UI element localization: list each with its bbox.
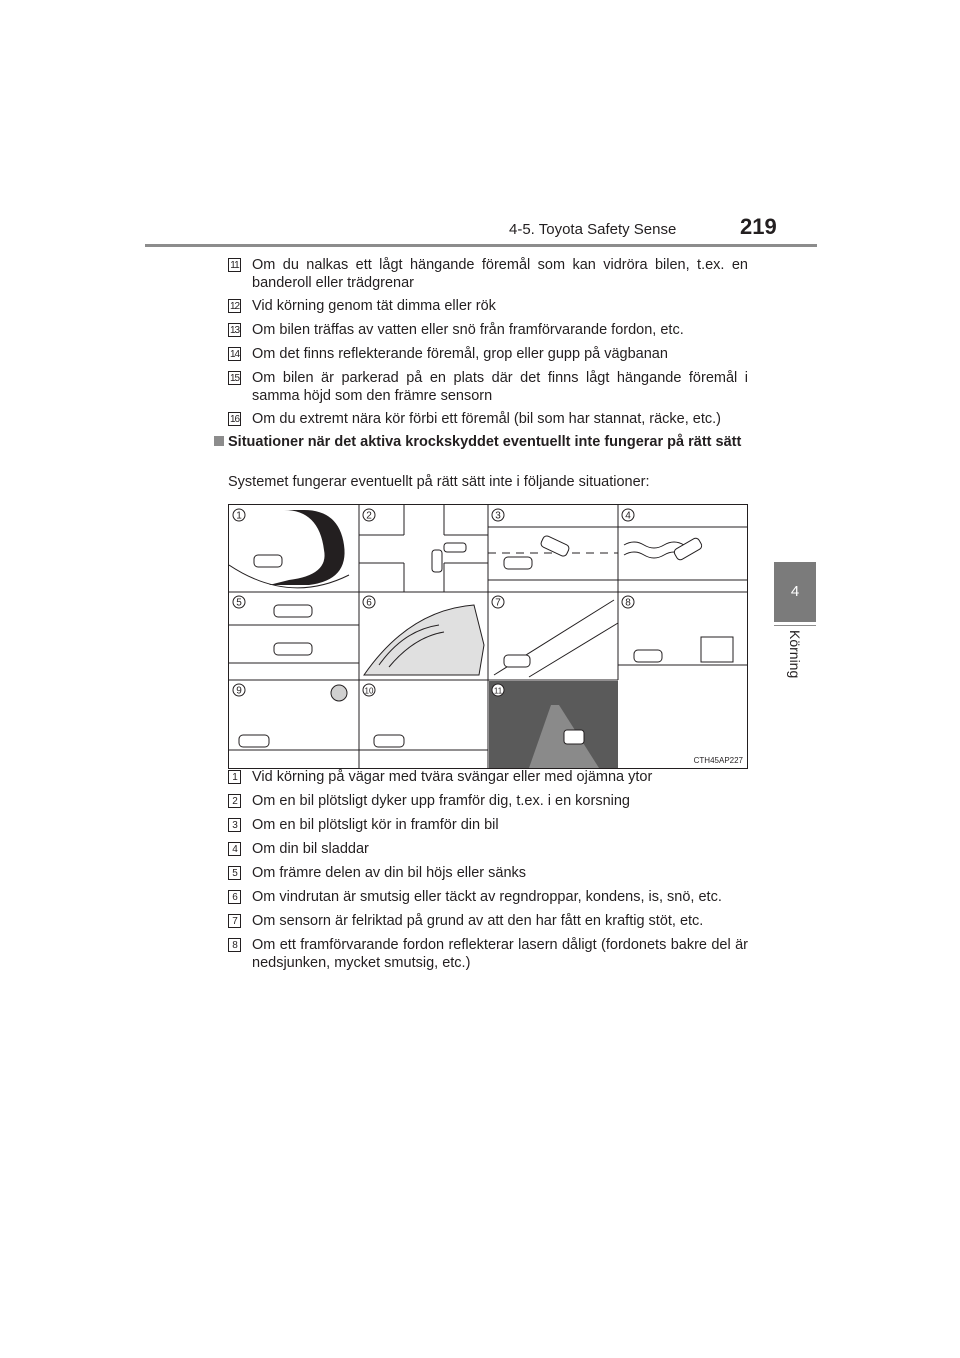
item-number: 14 <box>229 349 240 360</box>
panel-label: 5 <box>236 597 242 609</box>
list-item <box>228 369 748 405</box>
panel-label: 8 <box>625 597 631 609</box>
illustration <box>228 504 748 769</box>
item-number: 8 <box>228 938 241 952</box>
list-item <box>228 936 748 972</box>
chapter-label <box>783 630 807 690</box>
square-bullet-icon <box>214 436 224 446</box>
item-number: 1 <box>228 770 241 784</box>
item-number: 12 <box>229 301 240 312</box>
item-number: 4 <box>228 842 241 856</box>
item-number: 7 <box>228 914 241 928</box>
item-text: Om du nalkas ett lågt hängande föremål som kan vidröra bilen, t.ex. en banderoll eller trädgrenar <box>252 257 748 291</box>
item-number: 6 <box>228 890 241 904</box>
item-text: Om vindrutan är smutsig eller täckt av regndroppar, kondens, is, snö, etc. <box>252 889 722 905</box>
panel-label: 11 <box>493 686 503 696</box>
item-text: Vid körning på vägar med tvära svängar eller med ojämna ytor <box>252 769 653 785</box>
list-item <box>228 888 748 906</box>
item-number: 11 <box>228 258 241 272</box>
panel-label: 7 <box>495 597 501 609</box>
item-number: 16 <box>229 414 240 425</box>
header-divider <box>145 244 817 247</box>
list-item <box>228 297 748 315</box>
item-text: Om det finns reflekterande föremål, grop eller gupp på vägbanan <box>252 346 668 362</box>
panel-label: 9 <box>236 685 242 697</box>
panel-label: 3 <box>495 510 501 522</box>
panel-label: 4 <box>625 510 631 522</box>
list-item <box>228 345 748 363</box>
list-item <box>228 256 748 292</box>
header-section-title: 4-5. Toyota Safety Sense <box>509 221 677 238</box>
panel-label: 6 <box>366 597 372 609</box>
item-text: Om en bil plötsligt dyker upp framför dig, t.ex. i en korsning <box>252 793 630 809</box>
figure-code: CTH45AP227 <box>693 756 743 765</box>
illustration-drawing <box>229 505 747 768</box>
list-item <box>228 840 748 858</box>
chapter-tab: 4 <box>774 562 816 622</box>
item-text: Om du extremt nära kör förbi ett föremål (bil som har stannat, räcke, etc.) <box>252 411 722 427</box>
panel-label: 1 <box>236 510 242 522</box>
item-text: Om bilen är parkerad på en plats där det finns lågt hängande föremål i samma höjd som den främre sensorn <box>252 370 748 404</box>
list-item <box>228 912 748 930</box>
page-number: 219 <box>740 214 777 239</box>
intro-text: Systemet fungerar eventuellt på rätt sätt inte i följande situationer: <box>228 474 650 490</box>
item-number: 3 <box>228 818 241 832</box>
item-text: Om en bil plötsligt kör in framför din bil <box>252 817 499 833</box>
list-item <box>228 792 748 810</box>
list-item <box>228 768 748 786</box>
panel-label: 2 <box>366 510 372 522</box>
item-text: Om bilen träffas av vatten eller snö från framförvarande fordon, etc. <box>252 322 684 338</box>
item-number: 2 <box>228 794 241 808</box>
side-divider <box>774 625 816 626</box>
chapter-label-text: Körning <box>787 630 803 679</box>
list-item <box>228 321 748 339</box>
section-heading-text: Situationer när det aktiva krockskyddet eventuellt inte fungerar på rätt sätt <box>228 434 742 450</box>
section-heading <box>214 433 748 451</box>
item-text: Vid körning genom tät dimma eller rök <box>252 298 496 314</box>
item-text: Om främre delen av din bil höjs eller sänks <box>252 865 527 881</box>
list-item <box>228 410 748 428</box>
item-text: Om ett framförvarande fordon reflekterar lasern dåligt (fordonets bakre del är nedsjunken, mycket smutsig, etc.) <box>252 937 748 971</box>
item-number: 5 <box>228 866 241 880</box>
item-text: Om sensorn är felriktad på grund av att den har fått en kraftig stöt, etc. <box>252 913 704 929</box>
list-item <box>228 864 748 882</box>
list-item <box>228 816 748 834</box>
panel-label: 10 <box>364 686 374 696</box>
item-text: Om din bil sladdar <box>252 841 369 857</box>
item-number: 15 <box>229 373 240 384</box>
item-number: 13 <box>229 325 240 336</box>
